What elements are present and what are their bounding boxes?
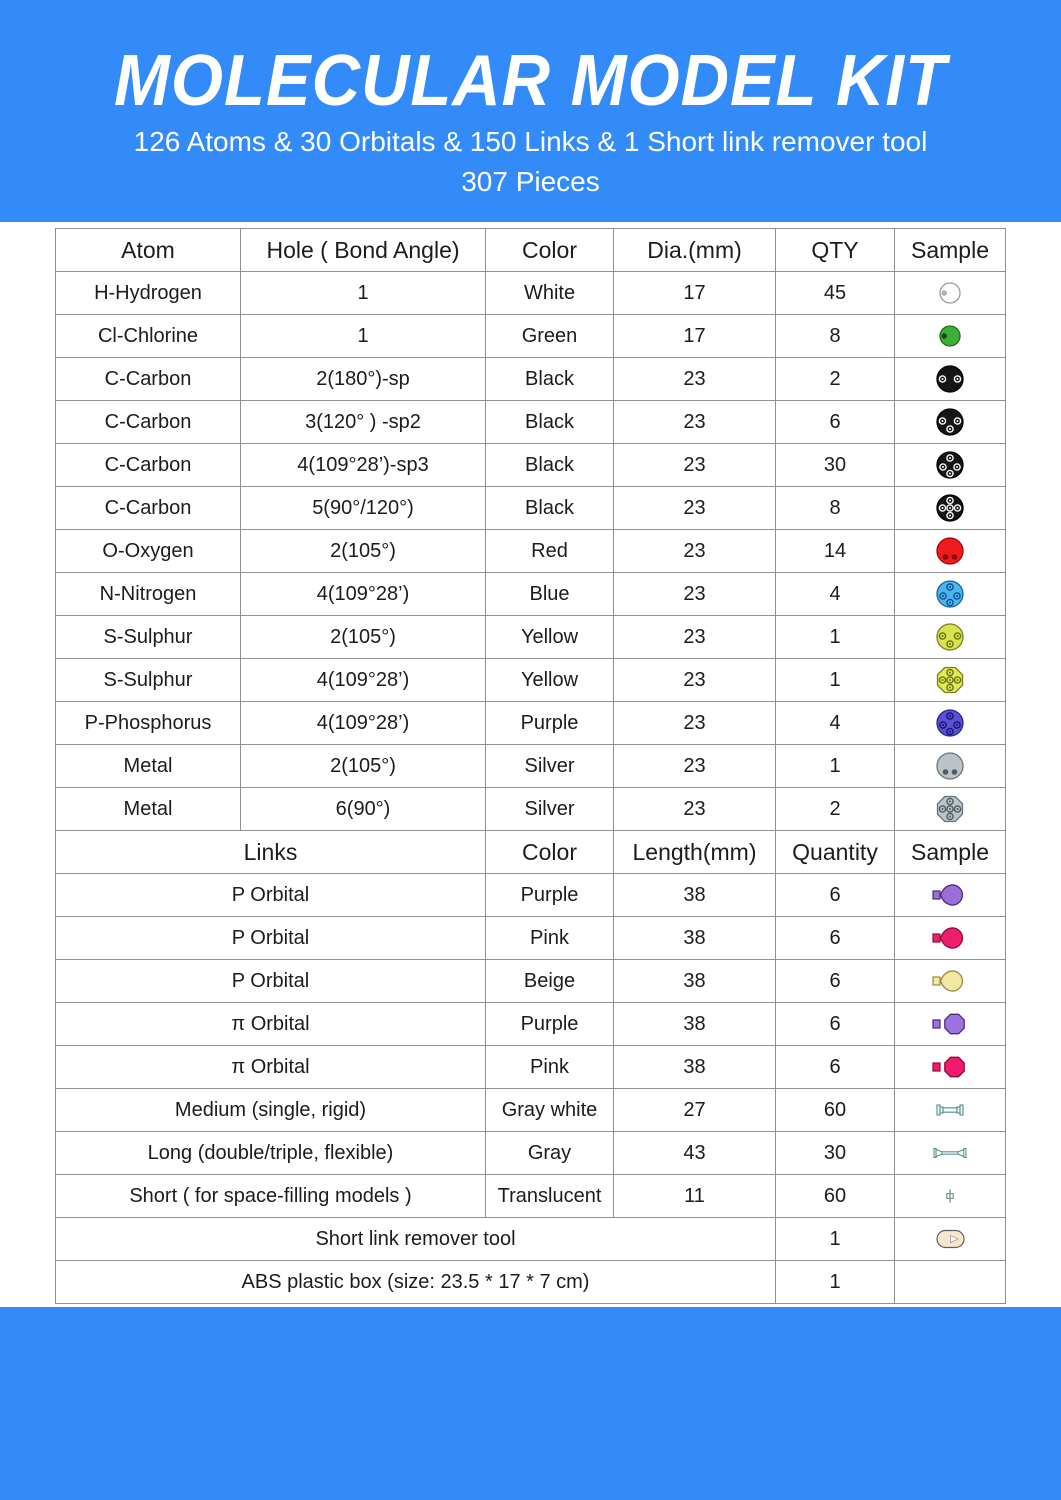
link-color-cell: Pink: [486, 1046, 614, 1089]
atom-color-cell: Purple: [486, 702, 614, 745]
extra-label-cell: ABS plastic box (size: 23.5 * 17 * 7 cm): [56, 1261, 776, 1304]
kit-title: MOLECULAR MODEL KIT: [114, 39, 947, 121]
atoms-header-qty: QTY: [776, 229, 895, 272]
sample-cell: [895, 1046, 1006, 1089]
sample-cell: [895, 659, 1006, 702]
link-name-cell: P Orbital: [56, 917, 486, 960]
link-name-cell: P Orbital: [56, 874, 486, 917]
atom-qty-cell: 6: [776, 401, 895, 444]
links-header-body: [56, 831, 1006, 874]
atom-row: [56, 745, 1006, 788]
atom-qty-cell: 8: [776, 315, 895, 358]
link-qty-cell: 6: [776, 874, 895, 917]
atom-dia-cell: 23: [614, 444, 776, 487]
short-link-sample-icon: [930, 1178, 970, 1214]
nitrogen-sample-icon: [930, 576, 970, 612]
atoms-header-row: [56, 229, 1006, 272]
sample-cell: [895, 401, 1006, 444]
extra-row: [56, 1218, 1006, 1261]
atom-hole-cell: 2(105°): [241, 616, 486, 659]
link-color-cell: Beige: [486, 960, 614, 1003]
atom-color-cell: Black: [486, 358, 614, 401]
atom-hole-cell: 2(105°): [241, 745, 486, 788]
atom-row: [56, 444, 1006, 487]
atom-color-cell: Silver: [486, 788, 614, 831]
oxygen-sample-icon: [930, 533, 970, 569]
atom-qty-cell: 2: [776, 788, 895, 831]
extras-body: [56, 1218, 1006, 1304]
atom-dia-cell: 23: [614, 487, 776, 530]
link-length-cell: 38: [614, 874, 776, 917]
p-orbital-purple-sample-icon: [930, 877, 970, 913]
link-length-cell: 38: [614, 917, 776, 960]
atom-qty-cell: 1: [776, 745, 895, 788]
spec-table: [55, 228, 1006, 1304]
atom-row: [56, 788, 1006, 831]
atom-color-cell: Black: [486, 401, 614, 444]
atom-hole-cell: 3(120° ) -sp2: [241, 401, 486, 444]
atom-color-cell: Blue: [486, 573, 614, 616]
link-row: [56, 1003, 1006, 1046]
atom-color-cell: Green: [486, 315, 614, 358]
kit-subtitle: 126 Atoms & 30 Orbitals & 150 Links & 1 Short link remover tool: [133, 126, 928, 157]
sample-cell: [895, 444, 1006, 487]
atom-color-cell: Yellow: [486, 659, 614, 702]
sample-cell: [895, 358, 1006, 401]
link-row: [56, 874, 1006, 917]
atom-name-cell: N-Nitrogen: [56, 573, 241, 616]
hydrogen-sample-icon: [930, 275, 970, 311]
atom-dia-cell: 23: [614, 401, 776, 444]
atom-color-cell: Black: [486, 487, 614, 530]
sulphur-4hole-sample-icon: [930, 662, 970, 698]
link-length-cell: 38: [614, 1046, 776, 1089]
atom-name-cell: O-Oxygen: [56, 530, 241, 573]
sample-cell: [895, 874, 1006, 917]
link-length-cell: 27: [614, 1089, 776, 1132]
links-body: [56, 874, 1006, 1218]
sample-cell: [895, 745, 1006, 788]
medium-link-sample-icon: [930, 1092, 970, 1128]
extra-qty-cell: 1: [776, 1218, 895, 1261]
atom-hole-cell: 5(90°/120°): [241, 487, 486, 530]
chlorine-sample-icon: [930, 318, 970, 354]
atom-hole-cell: 6(90°): [241, 788, 486, 831]
atom-name-cell: S-Sulphur: [56, 659, 241, 702]
atom-qty-cell: 8: [776, 487, 895, 530]
atom-hole-cell: 1: [241, 315, 486, 358]
atom-dia-cell: 23: [614, 616, 776, 659]
link-name-cell: Medium (single, rigid): [56, 1089, 486, 1132]
sample-cell: [895, 573, 1006, 616]
sample-cell: [895, 315, 1006, 358]
sample-cell: [895, 1261, 1006, 1304]
pi-orbital-pink-sample-icon: [930, 1049, 970, 1085]
link-qty-cell: 60: [776, 1175, 895, 1218]
atom-qty-cell: 30: [776, 444, 895, 487]
metal-6hole-sample-icon: [930, 791, 970, 827]
carbon-sp2-sample-icon: [930, 404, 970, 440]
atom-row: [56, 659, 1006, 702]
atoms-header-color: Color: [486, 229, 614, 272]
atoms-header-atom: Atom: [56, 229, 241, 272]
atom-qty-cell: 2: [776, 358, 895, 401]
atom-dia-cell: 23: [614, 702, 776, 745]
atom-row: [56, 272, 1006, 315]
extra-qty-cell: 1: [776, 1261, 895, 1304]
link-color-cell: Purple: [486, 874, 614, 917]
atom-name-cell: P-Phosphorus: [56, 702, 241, 745]
atom-color-cell: Red: [486, 530, 614, 573]
link-qty-cell: 6: [776, 1046, 895, 1089]
links-header-qty: Quantity: [776, 831, 895, 874]
link-name-cell: π Orbital: [56, 1003, 486, 1046]
atom-row: [56, 401, 1006, 444]
atom-hole-cell: 4(109°28’): [241, 702, 486, 745]
long-link-sample-icon: [930, 1135, 970, 1171]
atom-row: [56, 702, 1006, 745]
metal-2hole-sample-icon: [930, 748, 970, 784]
links-header-links: Links: [56, 831, 486, 874]
atom-qty-cell: 1: [776, 659, 895, 702]
atom-dia-cell: 23: [614, 530, 776, 573]
link-qty-cell: 6: [776, 1003, 895, 1046]
atom-row: [56, 358, 1006, 401]
link-color-cell: Gray white: [486, 1089, 614, 1132]
atom-name-cell: Metal: [56, 745, 241, 788]
atom-color-cell: Black: [486, 444, 614, 487]
atom-hole-cell: 1: [241, 272, 486, 315]
atom-name-cell: C-Carbon: [56, 444, 241, 487]
sample-cell: [895, 788, 1006, 831]
atom-qty-cell: 1: [776, 616, 895, 659]
p-orbital-pink-sample-icon: [930, 920, 970, 956]
link-qty-cell: 6: [776, 960, 895, 1003]
sample-cell: [895, 1089, 1006, 1132]
atom-row: [56, 530, 1006, 573]
sample-cell: [895, 530, 1006, 573]
link-name-cell: P Orbital: [56, 960, 486, 1003]
extra-label-cell: Short link remover tool: [56, 1218, 776, 1261]
atom-dia-cell: 23: [614, 745, 776, 788]
atom-hole-cell: 4(109°28’): [241, 573, 486, 616]
atom-dia-cell: 23: [614, 358, 776, 401]
atom-hole-cell: 2(180°)-sp: [241, 358, 486, 401]
link-color-cell: Translucent: [486, 1175, 614, 1218]
sample-cell: [895, 616, 1006, 659]
link-length-cell: 38: [614, 960, 776, 1003]
atoms-header-hole: Hole ( Bond Angle): [241, 229, 486, 272]
links-header-sample: Sample: [895, 831, 1006, 874]
atoms-body: [56, 272, 1006, 831]
kit-piece-count: 307 Pieces: [461, 166, 600, 197]
sample-cell: [895, 917, 1006, 960]
link-color-cell: Purple: [486, 1003, 614, 1046]
atom-color-cell: Yellow: [486, 616, 614, 659]
atom-name-cell: Metal: [56, 788, 241, 831]
link-length-cell: 43: [614, 1132, 776, 1175]
atom-hole-cell: 4(109°28’): [241, 659, 486, 702]
atom-row: [56, 616, 1006, 659]
atoms-header-sample: Sample: [895, 229, 1006, 272]
link-name-cell: Short ( for space-filling models ): [56, 1175, 486, 1218]
atom-qty-cell: 14: [776, 530, 895, 573]
link-row: [56, 1089, 1006, 1132]
link-length-cell: 11: [614, 1175, 776, 1218]
atom-dia-cell: 23: [614, 573, 776, 616]
link-row: [56, 1175, 1006, 1218]
link-qty-cell: 60: [776, 1089, 895, 1132]
link-name-cell: Long (double/triple, flexible): [56, 1132, 486, 1175]
extra-row: [56, 1261, 1006, 1304]
link-name-cell: π Orbital: [56, 1046, 486, 1089]
sulphur-2hole-sample-icon: [930, 619, 970, 655]
banner: [0, 0, 1061, 222]
sample-cell: [895, 1218, 1006, 1261]
atom-dia-cell: 23: [614, 659, 776, 702]
sample-cell: [895, 702, 1006, 745]
sample-cell: [895, 1175, 1006, 1218]
atom-dia-cell: 17: [614, 315, 776, 358]
p-orbital-beige-sample-icon: [930, 963, 970, 999]
sample-cell: [895, 1132, 1006, 1175]
atom-hole-cell: 4(109°28’)-sp3: [241, 444, 486, 487]
atom-qty-cell: 45: [776, 272, 895, 315]
atom-dia-cell: 17: [614, 272, 776, 315]
atom-row: [56, 315, 1006, 358]
atom-name-cell: S-Sulphur: [56, 616, 241, 659]
atom-name-cell: C-Carbon: [56, 358, 241, 401]
carbon-sp-sample-icon: [930, 361, 970, 397]
link-qty-cell: 30: [776, 1132, 895, 1175]
atom-name-cell: C-Carbon: [56, 487, 241, 530]
sample-cell: [895, 960, 1006, 1003]
atom-name-cell: H-Hydrogen: [56, 272, 241, 315]
atom-dia-cell: 23: [614, 788, 776, 831]
spec-sheet: [0, 222, 1061, 1307]
sample-cell: [895, 487, 1006, 530]
atom-hole-cell: 2(105°): [241, 530, 486, 573]
links-header-color: Color: [486, 831, 614, 874]
atom-qty-cell: 4: [776, 573, 895, 616]
sample-cell: [895, 272, 1006, 315]
atom-name-cell: Cl-Chlorine: [56, 315, 241, 358]
link-row: [56, 960, 1006, 1003]
links-header-length: Length(mm): [614, 831, 776, 874]
carbon-sp3-sample-icon: [930, 447, 970, 483]
phosphorus-sample-icon: [930, 705, 970, 741]
links-header-row: [56, 831, 1006, 874]
pi-orbital-purple-sample-icon: [930, 1006, 970, 1042]
atom-row: [56, 487, 1006, 530]
link-row: [56, 1132, 1006, 1175]
link-qty-cell: 6: [776, 917, 895, 960]
atom-qty-cell: 4: [776, 702, 895, 745]
link-length-cell: 38: [614, 1003, 776, 1046]
link-row: [56, 917, 1006, 960]
link-color-cell: Gray: [486, 1132, 614, 1175]
atom-row: [56, 573, 1006, 616]
atoms-header-dia: Dia.(mm): [614, 229, 776, 272]
carbon-5hole-sample-icon: [930, 490, 970, 526]
link-row: [56, 1046, 1006, 1089]
link-color-cell: Pink: [486, 917, 614, 960]
remover-tool-sample-icon: [930, 1221, 970, 1257]
atom-color-cell: White: [486, 272, 614, 315]
atom-color-cell: Silver: [486, 745, 614, 788]
atom-name-cell: C-Carbon: [56, 401, 241, 444]
sample-cell: [895, 1003, 1006, 1046]
bottom-band: [0, 1307, 1061, 1500]
